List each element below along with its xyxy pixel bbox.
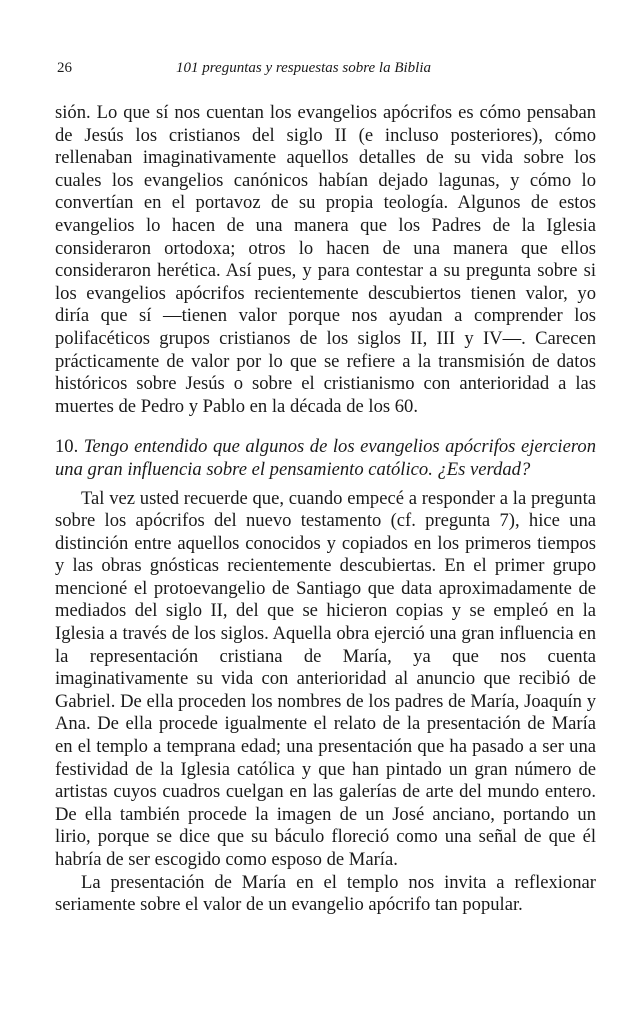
answer-paragraph: Tal vez usted recuerde que, cuando empecé a responder a la pregunta sobre los apócrifos del nuevo testamento (cf. pregunta 7), hice una distinción entre aquellos conocidos y copiados en los primeros tiempos y las obras gnósticas recientemente descubiertas. En el primer grupo mencioné el protoevangelio de Santiago que data aproximadamente de mediados del siglo II, del que se hicieron copias y se empleó en la Iglesia a través de los siglos. Aquella obra ejerció una gran influencia en la representación cristiana de María, ya que nos cuenta imaginativamente su vida con anterioridad al anuncio que recibió de Gabriel. De ella proceden los nombres de los padres de María, Joaquín y Ana. De ella procede igualmente el relato de la presentación de María en el templo a temprana edad; una presentación que ha pasado a ser una festividad de la Iglesia católica y que han pintado un gran número de artistas cuyos cuadros cuelgan en las galerías de arte del mundo entero. De ella también procede la imagen de un José anciano, portando un lirio, porque se dice que su báculo floreció como una señal de que él habría de ser escogido como esposo de María. bbox=[55, 487, 596, 870]
answer-paragraph-2: La presentación de María en el templo nos invita a reflexionar seriamente sobre el valor de un evangelio apócrifo tan popular. bbox=[55, 871, 596, 916]
paragraph-continuation: sión. Lo que sí nos cuentan los evangelios apócrifos es cómo pensaban de Jesús los cristianos del siglo II (e incluso posteriores), cómo rellenaban imaginativamente aquellos detalles de su vida sobre los cuales los evangelios canónicos habían dejado lagunas, y cómo lo convertían en el portavoz de su propia teología. Algunos de estos evangelios lo hacen de una manera que los Padres de la Iglesia consideraron ortodoxa; otros lo hacen de una manera que ellos consideraron herética. Así pues, y para contestar a su pregunta sobre si los evangelios apócrifos recientemente descubiertos tienen valor, yo diría que sí —tienen valor porque nos ayudan a comprender los polifacéticos grupos cristianos de los siglos II, III y IV—. Carecen prácticamente de valor por lo que se refiere a la transmisión de datos históricos sobre Jesús o sobre el cristianismo con anterioridad a las muertes de Pedro y Pablo en la década de los 60. bbox=[55, 102, 596, 417]
question-text: Tengo entendido que algunos de los evangelios apócrifos ejercieron una gran influencia sobre el pensamiento católico. ¿Es verdad? bbox=[55, 436, 596, 480]
question-number: 10. bbox=[55, 436, 79, 458]
running-title: 101 preguntas y respuestas sobre la Biblia bbox=[176, 60, 431, 76]
page-number: 26 bbox=[57, 60, 72, 76]
page-header bbox=[57, 60, 597, 80]
question-heading bbox=[55, 436, 596, 481]
page-body bbox=[55, 102, 596, 917]
